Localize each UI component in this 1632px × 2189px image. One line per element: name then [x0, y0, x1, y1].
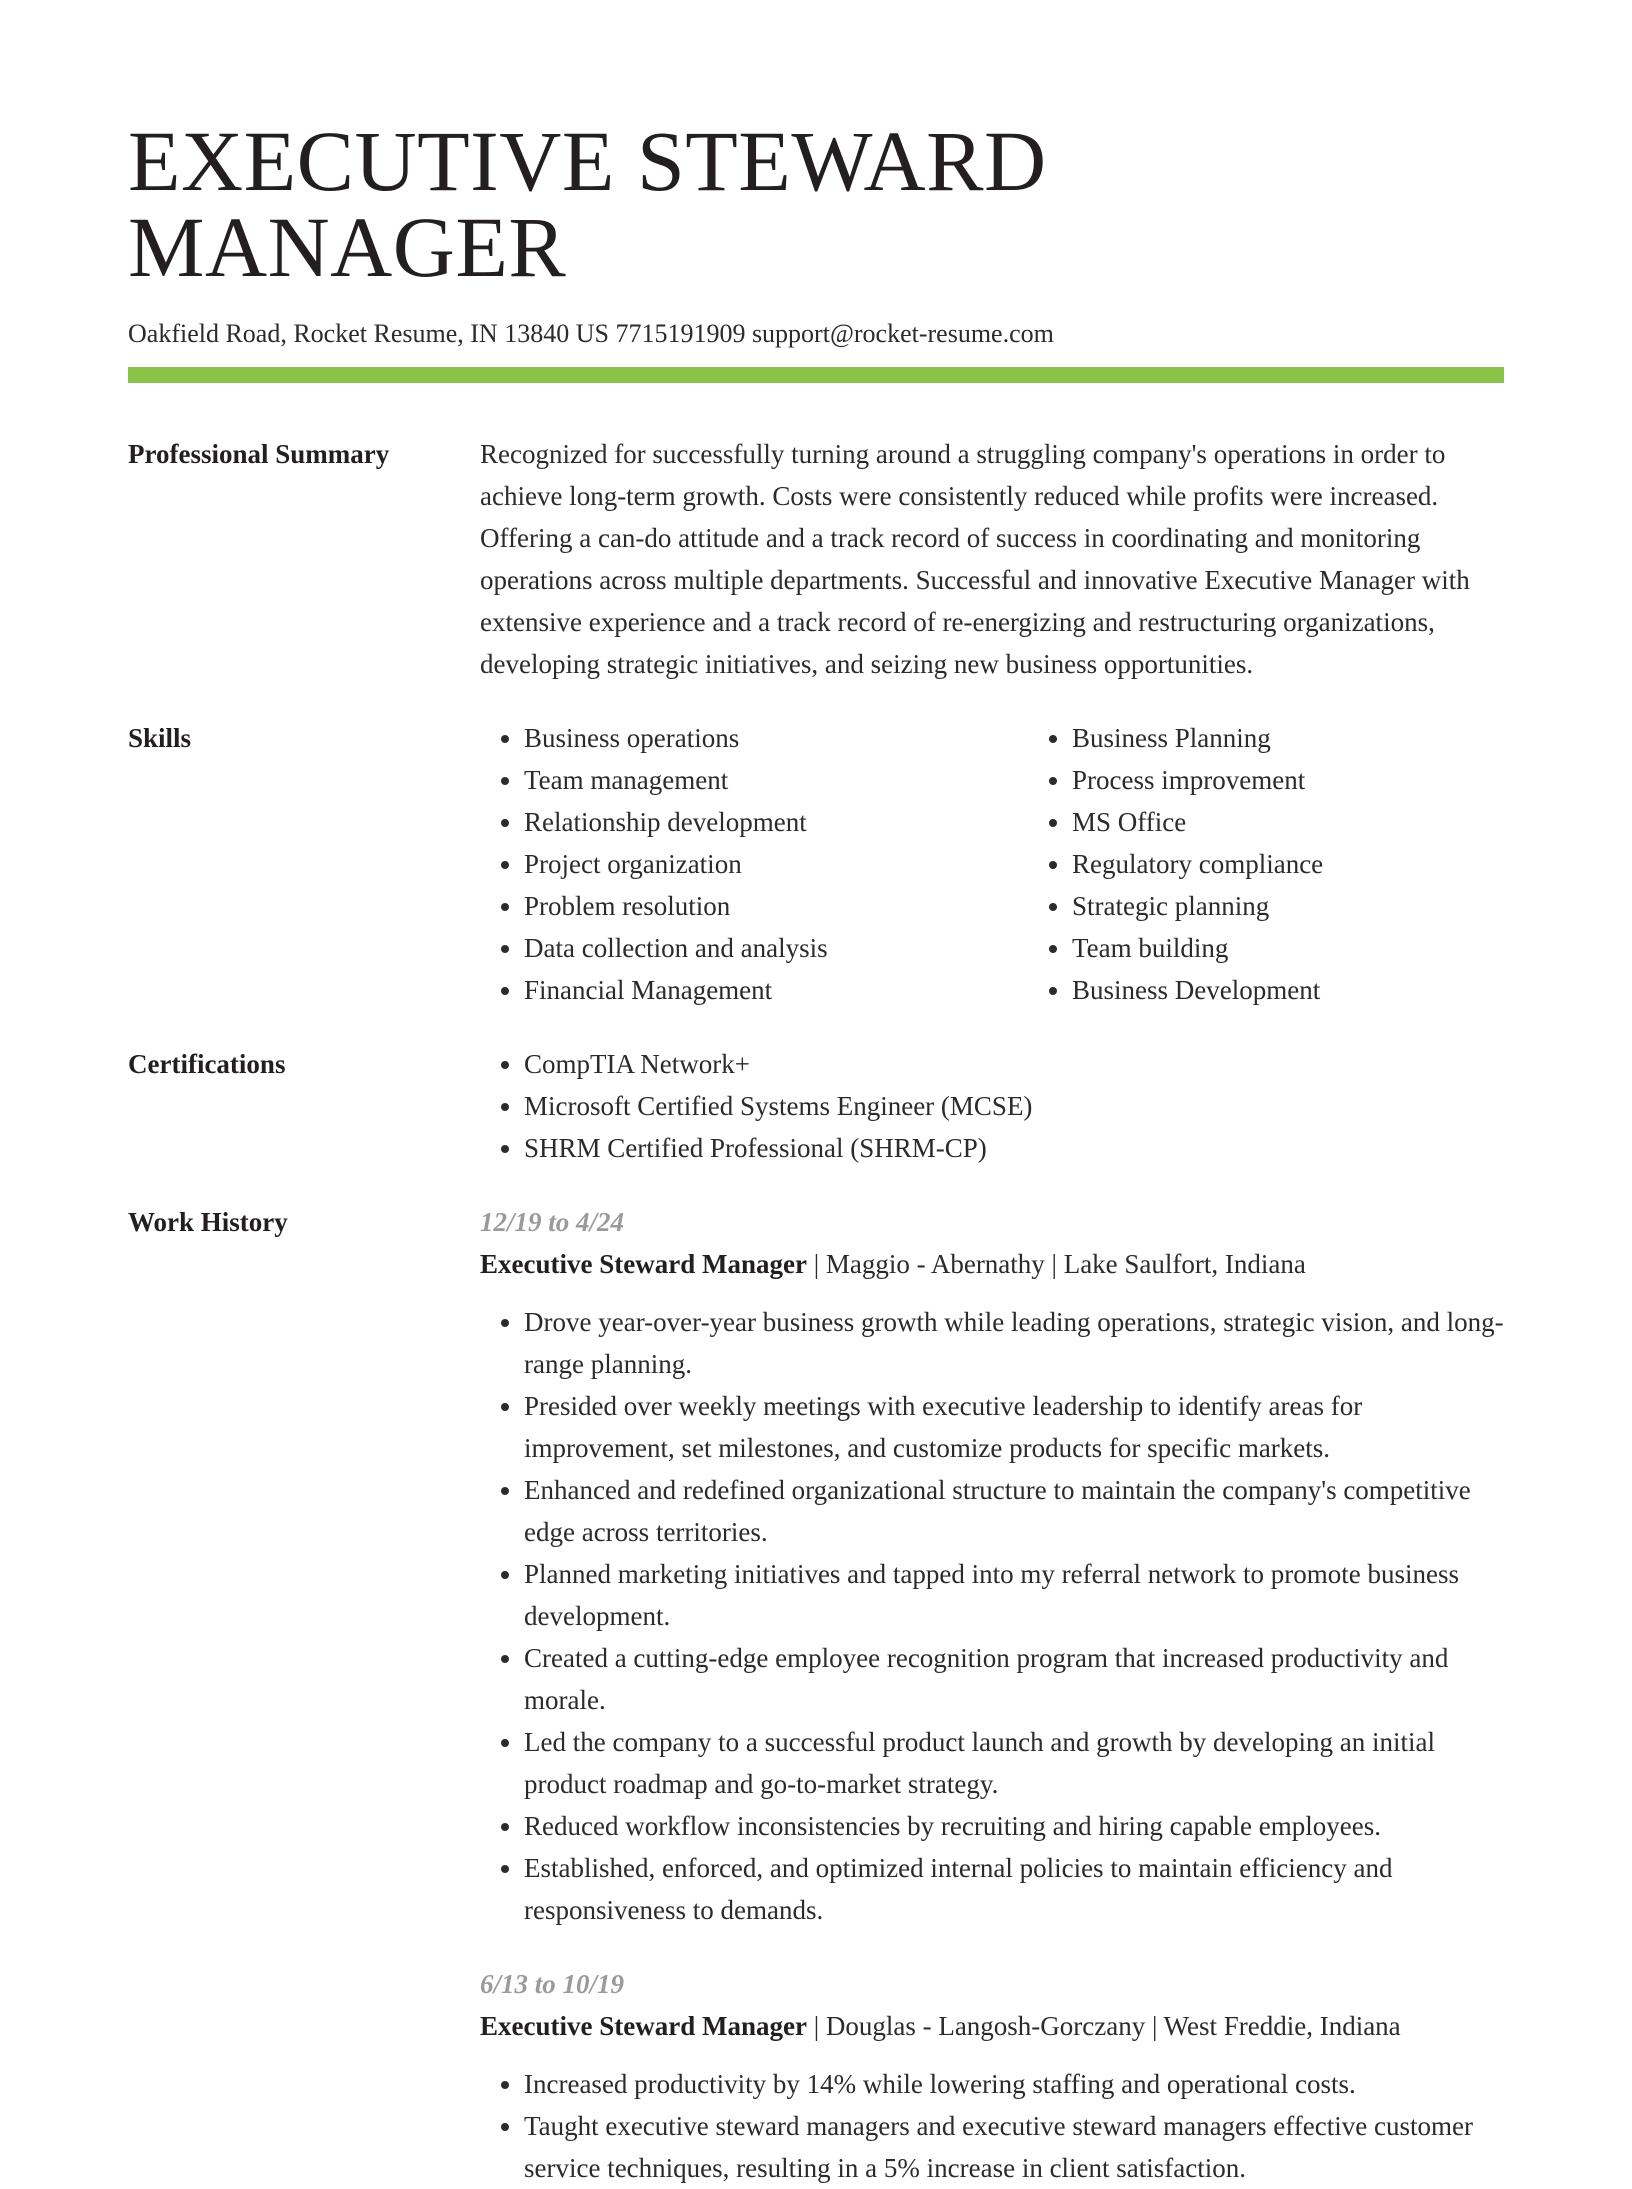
- skill-item: • Team building: [1072, 927, 1323, 969]
- section-label-skills: Skills: [128, 723, 192, 754]
- contact-line: [128, 318, 1504, 349]
- contact-email[interactable]: support@rocket-resume.com: [751, 319, 1054, 348]
- job-bullets: [480, 2063, 1504, 2189]
- section-label-certifications: Certifications: [128, 1049, 286, 1080]
- skill-item: • Business Development: [1072, 969, 1323, 1011]
- summary-text: Recognized for successfully turning around a struggling company's operations in order to achieve long-term growth. Costs were consistently reduced while profits were increased. Offering a can-do attitude and a track record of success in coordinating and monitoring operations across multiple departments. Successful and innovative Executive Manager with extensive experience and a track record of re-energizing and restructuring organizations, developing strategic initiatives, and seizing new business opportunities.: [480, 439, 1470, 680]
- job-heading: [480, 2005, 1504, 2047]
- job-bullet: • Enhanced and redefined organizational structure to maintain the company's competitive edge across territories.: [524, 1469, 1504, 1553]
- skills-column-1: [480, 717, 1028, 1011]
- certifications-list: [480, 1043, 1504, 1169]
- job-title: Executive Steward Manager: [480, 2011, 807, 2042]
- job-bullet: • Presided over weekly meetings with executive leadership to identify areas for improvement, set milestones, and customize products for specific markets.: [524, 1385, 1504, 1469]
- job-bullet: • Planned marketing initiatives and tapped into my referral network to promote business development.: [524, 1553, 1504, 1637]
- skill-item: • Regulatory compliance: [1072, 843, 1323, 885]
- skill-item: • Business operations: [524, 717, 1028, 759]
- resume-page: [128, 113, 1504, 2189]
- certification-item: • Microsoft Certified Systems Engineer (MCSE): [524, 1085, 1504, 1127]
- skills-grid: [480, 717, 1504, 1011]
- skill-item: • Project organization: [524, 843, 1028, 885]
- certifications-section: [128, 1043, 1504, 1169]
- job-bullet: • Led the company to a successful product launch and growth by developing an initial product roadmap and go-to-market strategy.: [524, 1721, 1504, 1805]
- job-heading: [480, 1243, 1504, 1285]
- job-bullet: • Increased productivity by 14% while lowering staffing and operational costs.: [524, 2063, 1504, 2105]
- job-details: | Douglas - Langosh-Gorczany | West Freddie, Indiana: [806, 2011, 1401, 2042]
- contact-address: Oakfield Road, Rocket Resume, IN 13840 US: [128, 319, 609, 348]
- skill-item: • Financial Management: [524, 969, 1028, 1011]
- accent-divider: [128, 367, 1504, 383]
- skill-item: • Relationship development: [524, 801, 1028, 843]
- skill-item: • Process improvement: [1072, 759, 1323, 801]
- skill-item: • Strategic planning: [1072, 885, 1323, 927]
- job-dates: 12/19 to 4/24: [480, 1207, 625, 1238]
- resume-name: EXECUTIVE STEWARD MANAGER: [128, 113, 1047, 295]
- job-dates: 6/13 to 10/19: [480, 1969, 625, 2000]
- summary-section: [128, 433, 1504, 685]
- job-entry: [480, 1963, 1504, 2189]
- job-details: | Maggio - Abernathy | Lake Saulfort, Indiana: [806, 1249, 1306, 1280]
- job-title: Executive Steward Manager: [480, 1249, 807, 1280]
- certification-item: • CompTIA Network+: [524, 1043, 1504, 1085]
- job-bullet: • Taught executive steward managers and executive steward managers effective customer service techniques, resulting in a 5% increase in client satisfaction.: [524, 2105, 1504, 2189]
- job-bullet: • Reduced workflow inconsistencies by recruiting and hiring capable employees.: [524, 1805, 1504, 1847]
- skill-item: • Data collection and analysis: [524, 927, 1028, 969]
- skill-item: • Business Planning: [1072, 717, 1323, 759]
- work-history-section: [128, 1201, 1504, 2189]
- skills-column-2: [1028, 717, 1323, 1011]
- skill-item: • Team management: [524, 759, 1028, 801]
- skills-section: [128, 717, 1504, 1011]
- certification-item: • SHRM Certified Professional (SHRM-CP): [524, 1127, 1504, 1169]
- job-bullet: • Established, enforced, and optimized internal policies to maintain efficiency and responsiveness to demands.: [524, 1847, 1504, 1931]
- skill-item: • Problem resolution: [524, 885, 1028, 927]
- contact-phone: 7715191909: [615, 319, 746, 348]
- job-bullet: • Created a cutting-edge employee recognition program that increased productivity and morale.: [524, 1637, 1504, 1721]
- skill-item: • MS Office: [1072, 801, 1323, 843]
- job-bullet: • Drove year-over-year business growth while leading operations, strategic vision, and long-range planning.: [524, 1301, 1504, 1385]
- section-label-work-history: Work History: [128, 1207, 288, 1238]
- job-entry: [480, 1201, 1504, 1931]
- job-bullets: [480, 1301, 1504, 1931]
- section-label-summary: Professional Summary: [128, 439, 390, 470]
